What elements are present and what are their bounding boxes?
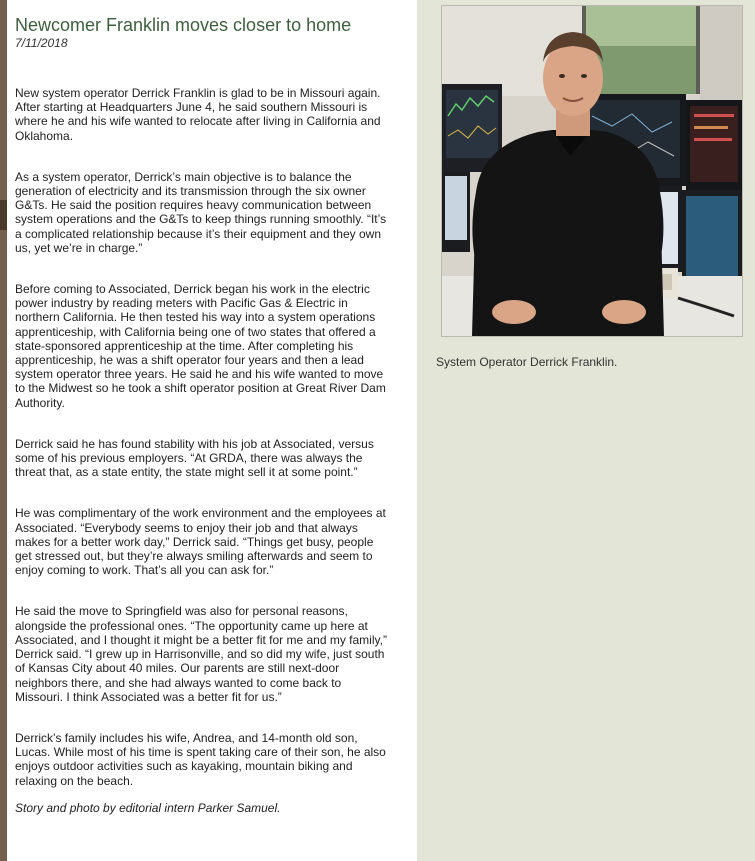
photo-caption: System Operator Derrick Franklin.	[436, 355, 618, 369]
photo	[441, 5, 743, 337]
photo-illustration	[442, 6, 742, 336]
article-body	[15, 86, 405, 815]
article-credit: Story and photo by editorial intern Parker Samuel.	[15, 800, 281, 815]
left-accent-bar	[0, 0, 7, 861]
article-paragraph: Derrick said he has found stability with his job at Associated, versus some of his previous employers. “At GRDA, there was always the threat that, as a state entity, the state might sell it at some point.”	[15, 436, 374, 480]
left-accent-notch	[0, 200, 7, 230]
article-paragraph: New system operator Derrick Franklin is glad to be in Missouri again. After starting at Headquarters June 4, he said southern Missouri is where he and his wife wanted to relocate after living in California and Oklahoma.	[15, 86, 381, 143]
article	[15, 14, 405, 815]
article-paragraph: Derrick’s family includes his wife, Andrea, and 14-month old son, Lucas. While most of his time is spent taking care of their son, he also enjoys outdoor activities such as kayaking, mountain biking and relaxing on the beach.	[15, 730, 386, 788]
sidebar	[417, 0, 755, 861]
article-paragraph: Before coming to Associated, Derrick began his work in the electric power industry by reading meters with Pacific Gas & Electric in northern California. He then tested his way into a system operations apprenticeship, with California being one of two states that offered a state-sponsored apprenticeship at the time. After completing his apprenticeship, he was a shift operator four years and then a lead system operator three years. He said he and his wife wanted to move to the Midwest so he took a shift operator position at Great River Dam Authority.	[15, 282, 386, 410]
article-paragraph: He was complimentary of the work environment and the employees at Associated. “Everybody seems to enjoy their job and that always makes for a better work day,” Derrick said. “Things get busy, people get stressed out, but they’re always smiling afterwards and seem to enjoy coming to work. That’s all you can ask for.”	[15, 506, 386, 578]
article-paragraph: He said the move to Springfield was also for personal reasons, alongside the professional ones. “The opportunity came up here at Associated, and I thought it might be a better fit for me and my family,” Derrick said. “I grew up in Harrisonville, and so did my wife, just south of Kansas City about 40 miles. Our parents are still next-door neighbors there, and she had always wanted to come back to Missouri. I think Associated was a better fit for us.”	[15, 604, 387, 704]
article-paragraph: As a system operator, Derrick’s main objective is to balance the generation of electricity and its transmission through the six owner G&Ts. He said the position requires heavy communication between system operations and the G&Ts to keep things running smoothly. “It’s a complicated relationship because it’s their equipment and they own us, yet we’re in charge.”	[15, 169, 387, 255]
article-title: Newcomer Franklin moves closer to home	[15, 15, 352, 35]
article-date: 7/11/2018	[15, 36, 68, 50]
